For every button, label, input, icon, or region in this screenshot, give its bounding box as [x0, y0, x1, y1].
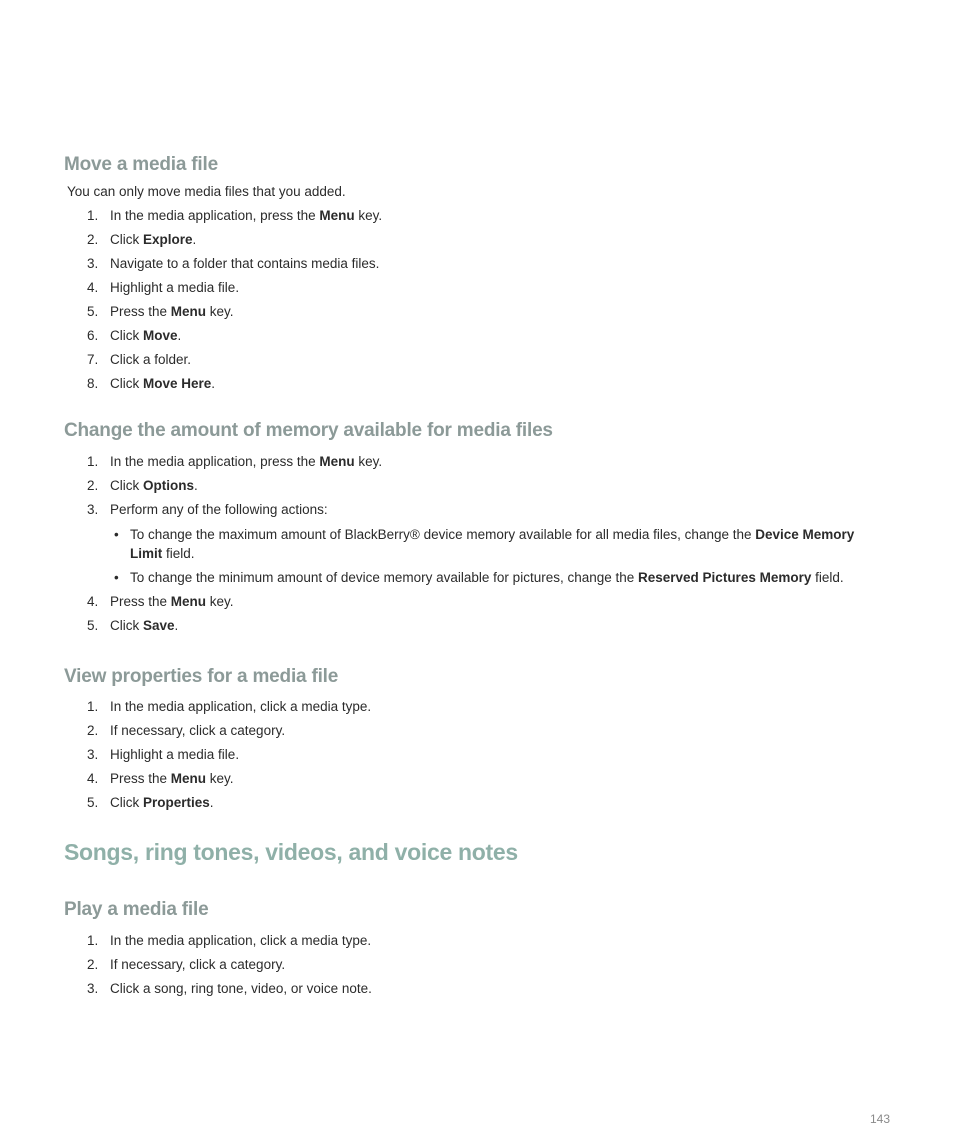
section-intro: You can only move media files that you added.	[67, 184, 346, 199]
step-text: Click	[110, 376, 143, 391]
step-number: 1.	[87, 208, 99, 223]
bullet-text-end: field.	[811, 570, 844, 585]
steps-list-play-media-file	[0, 932, 880, 1004]
step-number: 2.	[87, 232, 99, 247]
step-text-end: .	[211, 376, 216, 391]
step-keyword: Properties	[143, 795, 210, 810]
step-text: In the media application, press the	[110, 454, 320, 469]
step-text: Perform any of the following actions:	[110, 502, 328, 517]
step-text-end: .	[177, 328, 182, 343]
bullet-list-actions	[110, 525, 880, 587]
bullet-text: To change the maximum amount of BlackBerry® device memory available for all media files, change the	[130, 527, 756, 542]
steps-list-move-media-file	[0, 207, 880, 399]
step-number: 3.	[87, 981, 99, 996]
list-item	[0, 746, 880, 764]
bullet-item	[110, 568, 890, 587]
step-keyword: Options	[143, 478, 194, 493]
step-text: If necessary, click a category.	[110, 957, 286, 972]
bullet-icon: •	[114, 570, 119, 585]
step-text: Click	[110, 618, 143, 633]
step-text-end: .	[194, 478, 198, 493]
list-item	[0, 698, 880, 716]
step-text: Click a folder.	[110, 352, 192, 367]
step-text-end: key.	[354, 454, 383, 469]
step-number: 2.	[87, 478, 99, 493]
list-item	[0, 231, 880, 249]
step-text: Press the	[110, 304, 171, 319]
step-text: Click	[110, 328, 143, 343]
step-number: 5.	[87, 304, 99, 319]
step-number: 4.	[87, 771, 99, 786]
chapter-heading: Songs, ring tones, videos, and voice notes	[64, 839, 518, 865]
bullet-keyword: Device Memory Limit	[130, 527, 855, 561]
step-text: Click a song, ring tone, video, or voice note.	[110, 981, 372, 996]
bullet-text: To change the minimum amount of device memory available for pictures, change the	[130, 570, 639, 585]
bullet-text-end: field.	[162, 546, 195, 561]
list-item	[0, 501, 880, 587]
step-number: 7.	[87, 352, 99, 367]
step-text: Highlight a media file.	[110, 280, 240, 295]
step-text: In the media application, click a media type.	[110, 933, 372, 948]
list-item	[0, 303, 880, 321]
step-keyword: Move	[143, 328, 178, 343]
section-heading-view-properties: View properties for a media file	[64, 666, 339, 687]
step-text: Click	[110, 795, 143, 810]
step-text: If necessary, click a category.	[110, 723, 286, 738]
step-text: In the media application, press the	[110, 208, 320, 223]
bullet-icon: •	[114, 527, 119, 542]
bullet-keyword: Reserved Pictures Memory	[638, 570, 812, 585]
step-number: 3.	[87, 747, 99, 762]
step-keyword: Menu	[170, 594, 207, 609]
step-number: 4.	[87, 280, 99, 295]
list-item	[0, 956, 880, 974]
list-item	[0, 453, 880, 471]
list-item	[0, 722, 880, 740]
step-keyword: Menu	[170, 771, 207, 786]
step-number: 2.	[87, 957, 99, 972]
step-keyword: Menu	[170, 304, 207, 319]
list-item	[0, 207, 880, 225]
list-item	[0, 255, 880, 273]
step-text: In the media application, click a media type.	[110, 699, 372, 714]
section-heading-change-memory: Change the amount of memory available for media files	[64, 420, 553, 441]
step-keyword: Save	[143, 618, 175, 633]
steps-list-view-properties	[0, 698, 880, 818]
list-item	[0, 617, 880, 635]
step-text-end: .	[209, 795, 214, 810]
step-text-end: key.	[206, 771, 234, 786]
step-number: 4.	[87, 594, 99, 609]
list-item	[0, 932, 880, 950]
step-number: 8.	[87, 376, 99, 391]
step-text: Navigate to a folder that contains media files.	[110, 256, 380, 271]
list-item	[0, 351, 880, 369]
step-text: Click	[110, 232, 143, 247]
list-item	[0, 327, 880, 345]
step-keyword: Explore	[143, 232, 193, 247]
step-keyword: Menu	[319, 454, 355, 469]
step-keyword: Move Here	[143, 376, 212, 391]
list-item	[0, 770, 880, 788]
step-number: 1.	[87, 454, 99, 469]
list-item	[0, 980, 880, 998]
step-number: 1.	[87, 933, 99, 948]
step-text: Highlight a media file.	[110, 747, 240, 762]
list-item	[0, 593, 880, 611]
list-item	[0, 794, 880, 812]
step-number: 3.	[87, 502, 99, 517]
step-text: Click	[110, 478, 143, 493]
step-number: 3.	[87, 256, 99, 271]
section-heading-play-media-file: Play a media file	[64, 899, 209, 920]
step-number: 5.	[87, 618, 99, 633]
step-number: 1.	[87, 699, 99, 714]
step-number: 6.	[87, 328, 99, 343]
step-text-end: .	[192, 232, 197, 247]
list-item	[0, 477, 880, 495]
section-heading-move-media-file: Move a media file	[64, 154, 218, 175]
list-item	[0, 279, 880, 297]
page-number: 143	[869, 1112, 890, 1126]
steps-list-change-memory	[0, 453, 880, 641]
step-text: Press the	[110, 594, 171, 609]
step-text-end: key.	[354, 208, 383, 223]
list-item	[0, 375, 880, 393]
step-number: 5.	[87, 795, 99, 810]
step-text-end: .	[174, 618, 179, 633]
step-number: 2.	[87, 723, 99, 738]
step-text-end: key.	[206, 304, 234, 319]
step-keyword: Menu	[319, 208, 355, 223]
step-text: Press the	[110, 771, 171, 786]
step-text-end: key.	[206, 594, 234, 609]
bullet-item	[110, 525, 868, 563]
